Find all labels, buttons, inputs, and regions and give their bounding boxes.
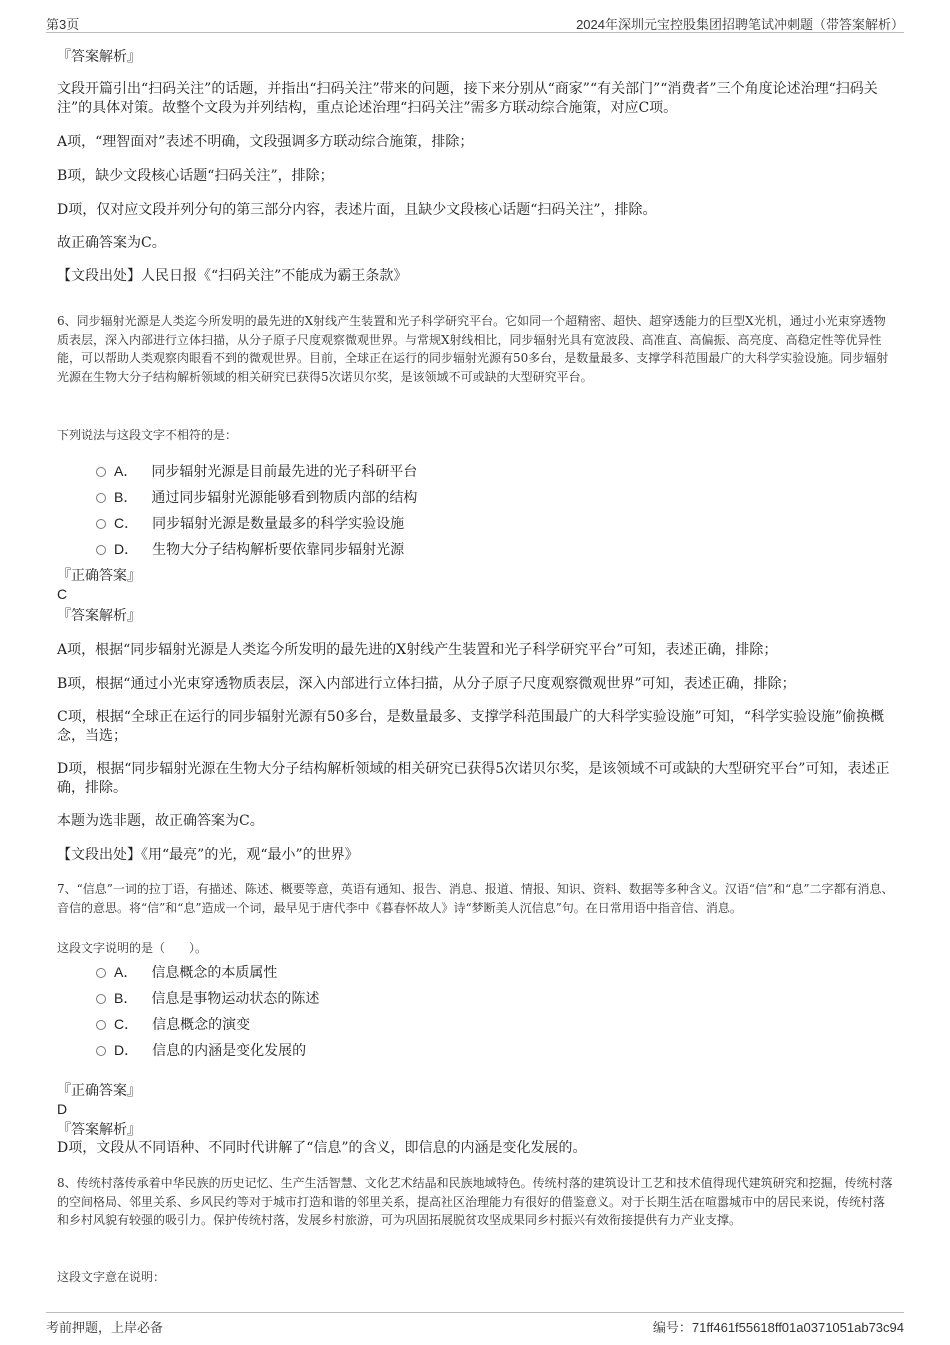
q7-stem: 7、“信息”一词的拉丁语，有描述、陈述、概要等意，英语有通知、报告、消息、报道、情报、知识、资料、数据等多种含义。汉语“信”和“息”二字都有消息、音信的意思。将“信”和“息”造成一个词，最早见于唐代李中《暮春怀故人》诗“梦断美人沉信息”句。在日常用语中指音信、消息。 [57,882,894,915]
q7-correct-label: 『正确答案』 [57,1083,141,1099]
radio-icon[interactable] [96,1046,106,1056]
q6-option-c[interactable]: C． 同步辐射光源是数量最多的科学实验设施 [96,513,404,534]
document-id: 编号：71ff461f55618ff01a0371051ab73c94 [652,1320,904,1335]
q6-source: 【文段出处】《用“最亮”的光，观“最小”的世界》 [57,847,359,863]
q7-correct-answer: D [57,1101,68,1117]
radio-icon[interactable] [96,545,106,555]
radio-icon[interactable] [96,519,106,529]
q7-option-b[interactable]: B． 信息是事物运动状态的陈述 [96,988,319,1009]
q5-analysis-label: 『答案解析』 [57,49,141,65]
q6-analysis-label: 『答案解析』 [57,608,141,624]
q6-stem: 6、同步辐射光源是人类迄今所发明的最先进的X射线产生装置和光子科学研究平台。它如同一个超精密、超快、超穿透能力的巨型X光机，通过小光束穿透物质表层，深入内部进行立体扫描，从分子原子尺度观察微观世界。与常规X射线相比，同步辐射光具有宽波段、高准直、高偏振、高亮度、高稳定性等优异性能，可以帮助人类观察肉眼看不到的微观世界。目前，全球正在运行的同步辐射光源有50多台，是数量最多、支撑学科范围最广的大科学实验设施。同步辐射光源在生物大分子结构解析领域的相关研究已获得5次诺贝尔奖，是该领域不可或缺的大型研究平台。 [57,314,889,384]
q6-question: 下列说法与这段文字不相符的是： [57,428,238,442]
q5-analysis-p2: A项，“理智面对”表述不明确，文段强调多方联动综合施策，排除； [57,134,474,150]
document-title: 2024年深圳元宝控股集团招聘笔试冲刺题（带答案解析） [576,17,904,32]
page-header [46,10,904,33]
q6-option-b[interactable]: B． 通过同步辐射光源能够看到物质内部的结构 [96,487,417,508]
footer-slogan: 考前押题，上岸必备 [46,1321,164,1336]
radio-icon[interactable] [96,994,106,1004]
q6-option-a[interactable]: A． 同步辐射光源是目前最先进的光子科研平台 [96,461,417,482]
page-number: 第3页 [46,17,80,32]
radio-icon[interactable] [96,493,106,503]
q6-analysis-conclusion: 本题为选非题，故正确答案为C。 [57,813,264,829]
page-footer [46,1312,904,1337]
q5-analysis-p5: 故正确答案为C。 [57,235,166,251]
q6-analysis-c: C项，根据“全球正在运行的同步辐射光源有50多台，是数量最多、支撑学科范围最广的大科学实验设施”可知，“科学实验设施”偷换概念，当选； [57,709,885,744]
q7-question: 这段文字说明的是（ ）。 [57,941,208,955]
q6-analysis-a: A项，根据“同步辐射光源是人类迄今所发明的最先进的X射线产生装置和光子科学研究平台”可知，表述正确，排除； [57,642,778,658]
q6-correct-label: 『正确答案』 [57,568,141,584]
q7-option-a[interactable]: A． 信息概念的本质属性 [96,962,277,983]
q5-analysis-p4: D项，仅对应文段并列分句的第三部分内容，表述片面，且缺少文段核心话题“扫码关注”，排除。 [57,202,657,218]
q7-analysis-d: D项，文段从不同语种、不同时代讲解了“信息”的含义，即信息的内涵是变化发展的。 [57,1140,587,1156]
q6-analysis-b: B项，根据“通过小光束穿透物质表层，深入内部进行立体扫描，从分子原子尺度观察微观世界”可知，表述正确，排除； [57,676,796,692]
q6-analysis-d: D项，根据“同步辐射光源在生物大分子结构解析领域的相关研究已获得5次诺贝尔奖，是该领域不可或缺的大型研究平台”可知，表述正确，排除。 [57,761,890,796]
radio-icon[interactable] [96,1020,106,1030]
q6-correct-answer: C [57,586,68,602]
q7-option-c[interactable]: C． 信息概念的演变 [96,1014,250,1035]
q8-stem: 8、传统村落传承着中华民族的历史记忆、生产生活智慧、文化艺术结晶和民族地域特色。传统村落的建筑设计工艺和技术值得现代建筑研究和挖掘，传统村落的空间格局、邻里关系、乡风民约等对于城市打造和谐的邻里关系，提高社区治理能力有很好的借鉴意义。对于长期生活在喧嚣城市中的居民来说，传统村落和乡村风貌有较强的吸引力。保护传统村落，发展乡村旅游，可为巩固拓展脱贫攻坚成果同乡村振兴有效衔接提供有力产业支撑。 [57,1176,893,1227]
q5-source: 【文段出处】人民日报《“扫码关注”不能成为霸王条款》 [57,268,408,284]
radio-icon[interactable] [96,467,106,477]
q7-analysis-label: 『答案解析』 [57,1122,141,1138]
q7-option-d[interactable]: D． 信息的内涵是变化发展的 [96,1040,306,1061]
q5-analysis-p1: 文段开篇引出“扫码关注”的话题，并指出“扫码关注”带来的问题，接下来分别从“商家”“有关部门”“消费者”三个角度论述治理“扫码关注”的具体对策。故整个文段为并列结构，重点论述治理“扫码关注”需多方联动综合施策，对应C项。 [57,81,878,116]
q8-question: 这段文字意在说明： [57,1270,166,1284]
q5-analysis-p3: B项，缺少文段核心话题“扫码关注”，排除； [57,168,334,184]
radio-icon[interactable] [96,968,106,978]
q6-option-d[interactable]: D． 生物大分子结构解析要依靠同步辐射光源 [96,539,404,560]
